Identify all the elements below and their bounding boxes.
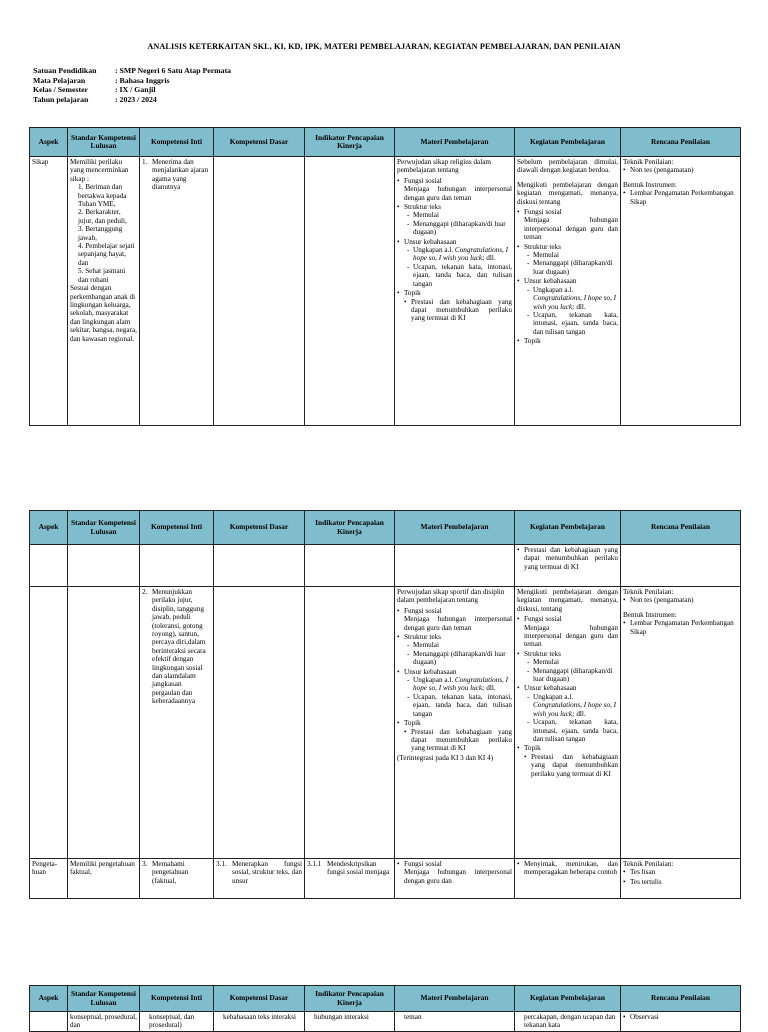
header-row — [30, 128, 741, 157]
kegiatan-cell: percakapan, dengan ucapan dan tekanan kata — [515, 1012, 621, 1032]
kd-cell: 3.1. Menerapkan fungsi sosial, struktur teks, dan unsur — [214, 859, 305, 899]
materi-cell: • Fungsi sosial Menjaga hubungan interpersonal dengan guru dan — [395, 859, 515, 899]
ipk-cell: hubungan interaksi — [305, 1012, 395, 1032]
materi-cell: teman — [395, 1012, 515, 1032]
header-aspek: Aspek — [30, 511, 68, 545]
table-row — [30, 587, 741, 859]
header-ki: Kompetensi Inti — [140, 986, 214, 1012]
ki-cell: konseptual, dan prosedural) — [140, 1012, 214, 1032]
table-row — [30, 157, 741, 426]
identity-row: Kelas / Semester : IX / Ganjil — [33, 85, 156, 95]
header-penilaian: Rencana Penilaian — [621, 511, 741, 545]
header-kegiatan: Kegiatan Pembelajaran — [515, 511, 621, 545]
penilaian-cell: Teknik Penilaian: • Non tes (pengamatan) Bentuk Instrumen: • Lembar Pengamatan Perkembangan Sikap — [621, 157, 741, 426]
kd-cell: kebahasaan teks interaksi — [214, 1012, 305, 1032]
header-kd: Kompetensi Dasar — [214, 128, 305, 157]
header-penilaian: Rencana Penilaian — [621, 986, 741, 1012]
skl-cell: Memiliki perilaku yang mencerminkan sikap : 1. Beriman dan bertakwa kepada Tuhan YME, 2. Berkarakter, jujur, dan peduli, 3. Bertanggung jawab, 4. Pembelajar sejati sepanjang hayat, dan 5. Sehat jasmani dan rohani Sesuai dengan perkembangan anak di lingkungan keluarga, sekolah, masyarakat dan lingkungan alam sekitar, bangsa, negara, dan kawasan regional. — [68, 157, 140, 426]
ki-cell: 3. Memahami pengetahuan (faktual, — [140, 859, 214, 899]
ki-cell: 1. Menerima dan menjalankan ajaran agama yang dianutnya — [140, 157, 214, 426]
header-ki: Kompetensi Inti — [140, 128, 214, 157]
header-aspek: Aspek — [30, 986, 68, 1012]
analysis-table-1 — [29, 127, 741, 426]
header-materi: Materi Pembelajaran — [395, 986, 515, 1012]
header-kegiatan: Kegiatan Pembelajaran — [515, 986, 621, 1012]
identity-row: Satuan Pendidikan : SMP Negeri 6 Satu Atap Permata — [33, 66, 232, 75]
ki-cell: 2. Menunjukkan perilaku jujur, disiplin, tanggung jawab, peduli (toleransi, gotong royong), santun, percaya diri,dalam berinteraksi secara efektif dengan lingkungan sosial dan alamdalam jangkauan pergaulan dan keberadaannya — [140, 587, 214, 859]
kd-cell — [214, 157, 305, 426]
header-ipk: Indikator Pencapaian Kinerja — [305, 128, 395, 157]
table-row — [30, 1012, 741, 1032]
header-materi: Materi Pembelajaran — [395, 128, 515, 157]
header-kd: Kompetensi Dasar — [214, 986, 305, 1012]
identity-row: Mata Pelajaran : Bahasa Inggris — [33, 75, 170, 85]
header-aspek: Aspek — [30, 128, 68, 157]
ipk-cell: 3.1.1 Mendeskripsikan fungsi sosial menjaga — [305, 859, 395, 899]
penilaian-cell: • Observasi — [621, 1012, 741, 1032]
table-row — [30, 859, 741, 899]
kegiatan-cell: Sebelum pembelajaran dimulai, diawali dengan kegiatan berdoa. Mengikuti pembelajaran dengan kegiatan mengamati, menanya, diskusi tentang • Fungsi sosial Menjaga hubungan interpersonal dengan guru dan teman • Struktur teks - Memulai - Menanggapi (diharapkan/di luar dugaan) • Unsur kebahasaan - Ungkapan a.l. Congratulations, I hope so, I wish you luck; dll. - Ucapan, tekanan kata, intonasi, ejaan, tanda baca, dan tulisan tangan • Topik — [515, 157, 621, 426]
kegiatan-cell: • Menyimak, menirukan, dan memperagakan beberapa contoh — [515, 859, 621, 899]
analysis-table-2 — [29, 510, 741, 899]
header-kegiatan: Kegiatan Pembelajaran — [515, 128, 621, 157]
materi-cell: Perwujudan sikap sportif dan disiplin dalam pembelajaran tentang • Fungsi sosial Menjaga hubungan interpersonal dengan guru dan teman • Struktur teks - Memulai - Menanggapi (diharapkan/di luar dugaan) • Unsur kebahasaan - Ungkapan a.l. Congratulations, I hope so, I wish you luck; dll. - Ucapan, tekanan kata, intonasi, ejaan, tanda baca, dan tulisan tangan • Topik • Prestasi dan kebahagiaan yang dapat menumbuhkan perilaku yang termuat di KI (Terintegrasi pada KI 3 dan KI 4) — [395, 587, 515, 859]
kegiatan-cell: Mengikuti pembelajaran dengan kegiatan mengamati, menanya, diskusi, tentang • Fungsi sosial Menjaga hubungan interpersonal dengan guru dan teman • Struktur teks - Memulai - Menanggapi (diharapkan/di luar dugaan) • Unsur kebahasaan - Ungkapan a.l. Congratulations, I hope so, I wish you luck; dll. - Ucapan, tekanan kata, intonasi, ejaan, tanda baca, dan tulisan tangan • Topik • Prestasi dan kebahagiaan yang dapat menumbuhkan perilaku yang termuat di KI — [515, 587, 621, 859]
identity-row: Tahun pelajaran : 2023 / 2024 — [33, 94, 157, 104]
header-row — [30, 511, 741, 545]
header-materi: Materi Pembelajaran — [395, 511, 515, 545]
header-ki: Kompetensi Inti — [140, 511, 214, 545]
header-row — [30, 986, 741, 1012]
penilaian-cell: Teknik Penilaian: • Tes lisan • Tes tertulis — [621, 859, 741, 899]
skl-cell: konseptual, prosedural, dan — [68, 1012, 140, 1032]
skl-cell: Memiliki pengetahuan faktual, — [68, 859, 140, 899]
materi-cell: Perwujudan sikap religius dalam pembelajaran tentang • Fungsi sosial Menjaga hubungan interpersonal dengan guru dan teman • Struktur teks - Memulai - Menanggapi (diharapkan/di luar dugaan) • Unsur kebahasaan - Ungkapan a.l. Congratulations, I hope so, I wish you luck; dll. - Ucapan, tekanan kata, intonasi, ejaan, tanda baca, dan tulisan tangan • Topik • Prestasi dan kebahagiaan yang dapat menumbuhkan perilaku yang termuat di KI — [395, 157, 515, 426]
aspek-cell: Pengeta-huan — [30, 859, 68, 899]
header-skl: Standar Kompetensi Lulusan — [68, 511, 140, 545]
kegiatan-cell: • Prestasi dan kebahagiaan yang dapat menumbuhkan perilaku yang termuat di KI — [515, 545, 621, 587]
aspek-cell: Sikap — [30, 157, 68, 426]
header-skl: Standar Kompetensi Lulusan — [68, 986, 140, 1012]
penilaian-cell: Teknik Penilaian: • Non tes (pengamatan) Bentuk Instrumen: • Lembar Pengamatan Perkembangan Sikap — [621, 587, 741, 859]
header-skl: Standar Kompetensi Lulusan — [68, 128, 140, 157]
header-penilaian: Rencana Penilaian — [621, 128, 741, 157]
table-row — [30, 545, 741, 587]
header-kd: Kompetensi Dasar — [214, 511, 305, 545]
ipk-cell — [305, 157, 395, 426]
analysis-table-3 — [29, 985, 741, 1032]
identity-block — [33, 66, 231, 104]
page-title: ANALISIS KETERKAITAN SKL, KI, KD, IPK, MATERI PEMBELAJARAN, KEGIATAN PEMBELAJARAN, DAN PENILAIAN — [147, 42, 621, 51]
header-ipk: Indikator Pencapaian Kinerja — [305, 511, 395, 545]
header-ipk: Indikator Pencapaian Kinerja — [305, 986, 395, 1012]
